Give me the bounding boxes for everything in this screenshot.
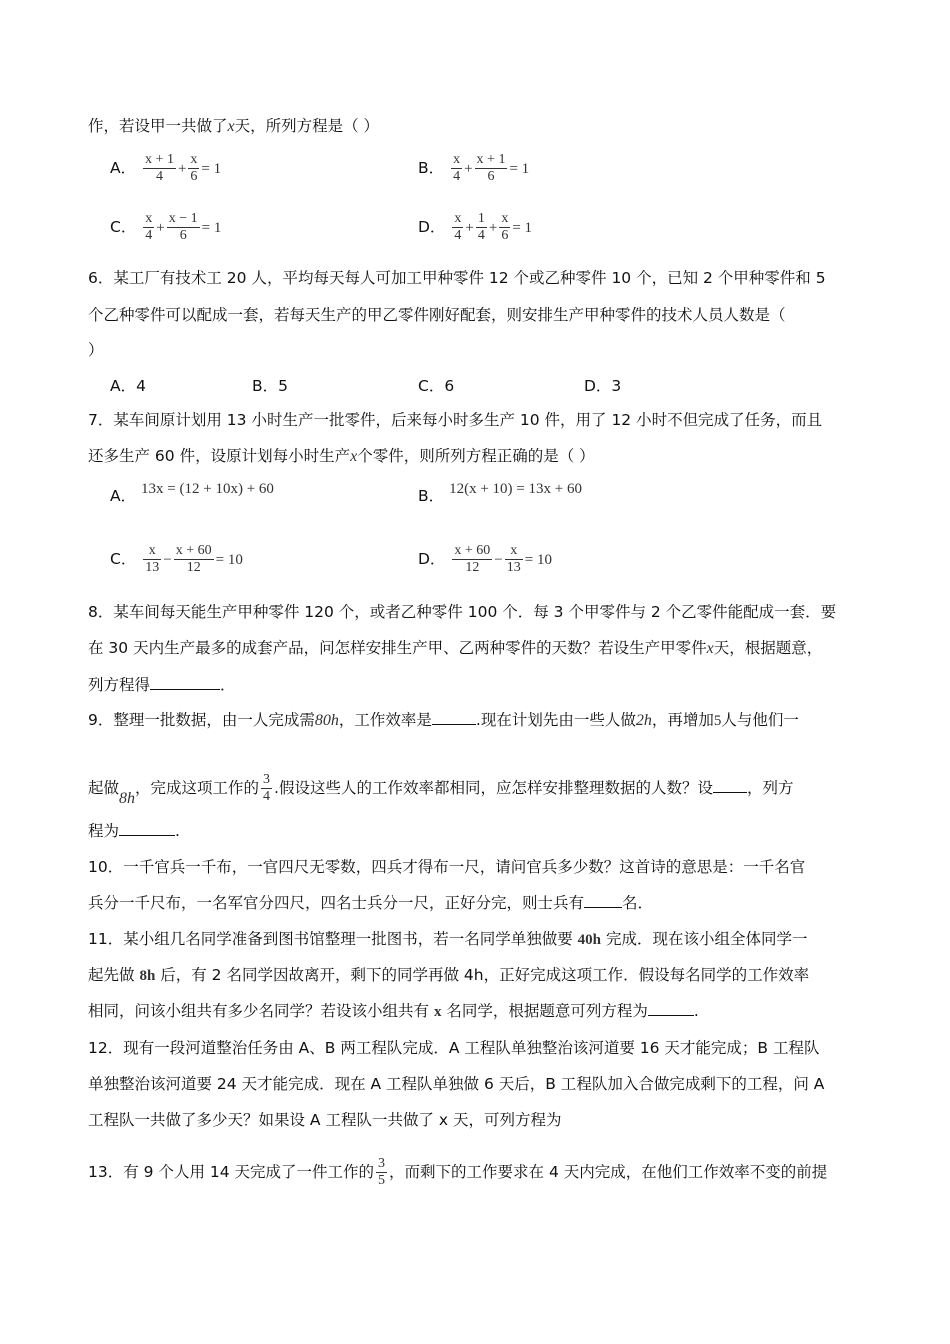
q8-text: ． [220, 676, 236, 694]
q7-option-b[interactable] [418, 481, 582, 507]
math-value: 80h [314, 712, 339, 729]
q5-option-c[interactable] [110, 211, 221, 244]
equation-rhs: = 1 [509, 160, 530, 177]
answer-blank[interactable] [648, 1001, 694, 1016]
q9-text: ，完成这项工作的 [135, 779, 260, 797]
operator: + [156, 219, 165, 236]
q7-option-a[interactable] [110, 481, 274, 507]
q7-text: 还多生产 60 件，设原计划每小时生产 [88, 447, 351, 465]
fraction: $\frac{x}{4}$ [454, 211, 462, 243]
q5-option-a[interactable] [110, 152, 221, 185]
q11-text: 完成．现在该小组全体同学一 [605, 930, 808, 948]
option-label: D． [418, 550, 446, 568]
equation-rhs: = 1 [512, 219, 533, 236]
operator: − [163, 551, 172, 568]
q9-line-1 [88, 710, 799, 731]
operator: + [465, 219, 474, 236]
fraction: $\frac{x - 1}{6}$ [168, 211, 198, 243]
q10-line-2 [88, 893, 653, 913]
q11-text: 后，有 2 名同学因故离开，剩下的同学再做 4h，正好完成这项工作．假设每名同学的工作效率 [160, 966, 810, 984]
fraction: $\frac{1}{4}$ [477, 211, 485, 243]
fraction: $\frac{x}{6}$ [190, 152, 198, 184]
q9-text: ，列方 [746, 779, 794, 797]
q7-line-2 [88, 446, 595, 467]
q5-stem [88, 116, 379, 137]
q9-text: .假设这些人的工作效率都相同，应怎样安排整理数据的人数？设 [274, 779, 713, 797]
equation-rhs: = 10 [215, 551, 243, 568]
option-label: D． [418, 218, 446, 236]
q11-text: 相同，问该小组共有多少名同学？若设该小组共有 [88, 1002, 430, 1020]
q9-text: 人与他们一 [721, 711, 799, 729]
q8-text: 天，根据题意， [713, 639, 823, 657]
math-value: 2h [635, 712, 652, 729]
math-value: 5 [713, 713, 722, 729]
q9-line-2 [88, 772, 793, 805]
q6-line-1: 6．某工厂有技术工 20 人，平均每天每人可加工甲种零件 12 个或乙种零件 10 个，已知 2 个甲种零件和 5 [88, 269, 826, 287]
q8-text: 在 30 天内生产最多的成套产品，问怎样安排生产甲、乙两种零件的天数？若设生产甲零件 [88, 639, 707, 657]
equation-rhs: = 1 [201, 219, 222, 236]
q6-option-c[interactable]: C．6 [418, 377, 455, 395]
q7-option-c[interactable] [110, 543, 243, 576]
q11-line-2 [88, 965, 809, 986]
math-value: 40h [577, 932, 602, 948]
fraction: $\frac{x}{4}$ [145, 211, 153, 243]
q5-text: 天，所列方程是（ ） [234, 117, 380, 135]
fraction: $\frac{3}{5}$ [378, 1156, 386, 1188]
q9-text: 起做 [88, 779, 120, 797]
q11-text: . [693, 1002, 699, 1020]
q11-text: 名同学，根据题意可列方程为 [446, 1002, 648, 1020]
q10-text: 兵分一千尺布，一名军官分四尺，四名士兵分一尺，正好分完，则士兵有 [88, 894, 585, 912]
q9-text: . [175, 822, 180, 840]
q6-option-a[interactable]: A．4 [110, 377, 146, 395]
fraction: $\frac{x + 60}{12}$ [454, 543, 491, 575]
math-var: x [350, 448, 358, 465]
fraction: $\frac{x}{4}$ [453, 152, 461, 184]
math-var: x [227, 118, 235, 135]
q5-option-b[interactable] [418, 152, 529, 185]
q9-text: 程为 [88, 822, 120, 840]
q11-line-3 [88, 1001, 699, 1022]
q13-text: 13．有 9 个人用 14 天完成了一件工作的 [88, 1163, 375, 1181]
answer-blank[interactable] [119, 821, 175, 836]
q8-line-2 [88, 638, 822, 659]
q10-text: 名． [622, 894, 654, 912]
option-label: C． [110, 218, 137, 236]
math-var: x [433, 1004, 442, 1020]
q7-text: 个零件，则所列方程正确的是（ ） [357, 447, 595, 465]
q12-line-1: 12．现有一段河道整治任务由 A、B 两工程队完成．A 工程队单独整治该河道要 16 天才能完成；B 工程队 [88, 1039, 820, 1057]
q10-line-1: 10．一千官兵一千布，一官四尺无零数，四兵才得布一尺，请问官兵多少数？这首诗的意思是：一千名官 [88, 858, 806, 876]
option-label: B． [418, 487, 445, 505]
q12-line-2: 单独整治该河道要 24 天才能完成．现在 A 工程队单独做 6 天后，B 工程队加入合做完成剩下的工程，问 A [88, 1075, 825, 1093]
math-value: 8h [119, 790, 136, 807]
q6-line-3: ） [88, 341, 104, 359]
q11-text: 11．某小组几名同学准备到图书馆整理一批图书，若一名同学单独做要 [88, 930, 573, 948]
fraction: $\frac{x + 60}{12}$ [175, 543, 212, 575]
q9-text: 9．整理一批数据，由一人完成需 [88, 711, 315, 729]
fraction: $\frac{x}{13}$ [506, 543, 521, 575]
answer-blank[interactable] [584, 893, 622, 908]
q6-option-d[interactable]: D．3 [584, 377, 622, 395]
fraction: $\frac{x + 1}{4}$ [145, 152, 174, 184]
q12-line-3: 工程队一共做了多少天？如果设 A 工程队一共做了 x 天，可列方程为 [88, 1111, 562, 1129]
operator: + [177, 160, 187, 177]
q11-text: 起先做 [88, 966, 135, 984]
q9-line-3 [88, 821, 180, 841]
q8-line-3 [88, 675, 236, 695]
q11-line-1 [88, 929, 807, 950]
equation-rhs: = 10 [524, 551, 552, 568]
equation: 12(x + 10) = 13x + 60 [449, 481, 582, 497]
q9-text: .现在计划先由一些人做 [475, 711, 636, 729]
option-label: B． [418, 159, 445, 177]
answer-blank[interactable] [432, 710, 476, 725]
q6-option-b[interactable]: B．5 [252, 377, 288, 395]
fraction: $\frac{3}{4}$ [263, 772, 271, 804]
q5-option-d[interactable] [418, 211, 532, 244]
q8-line-1: 8．某车间每天能生产甲种零件 120 个，或者乙种零件 100 个．每 3 个甲零件与 2 个乙零件能配成一套．要 [88, 603, 837, 621]
q6-line-2: 个乙种零件可以配成一套，若每天生产的甲乙零件刚好配套，则安排生产甲种零件的技术人员人数是（ [88, 306, 786, 324]
option-label: A． [110, 487, 137, 505]
q8-text: 列方程得 [88, 676, 151, 694]
math-var: x [706, 640, 714, 657]
fraction: $\frac{x}{13}$ [145, 543, 160, 575]
q9-text: ，工作效率是 [338, 711, 432, 729]
equation: 13x = (12 + 10x) + 60 [141, 481, 274, 497]
q5-text: 作，若设甲一共做了 [88, 117, 228, 135]
option-label: C． [110, 550, 137, 568]
equation-rhs: = 1 [201, 160, 222, 177]
answer-blank[interactable] [150, 675, 220, 690]
operator: − [494, 551, 503, 568]
operator: + [464, 160, 473, 177]
math-value: 8h [139, 968, 156, 984]
q7-line-1: 7．某车间原计划用 13 小时生产一批零件，后来每小时多生产 10 件，用了 12 小时不但完成了任务，而且 [88, 411, 823, 429]
fraction: $\frac{x}{6}$ [501, 211, 509, 243]
answer-blank[interactable] [713, 778, 747, 793]
operator: + [488, 219, 498, 236]
option-label: A． [110, 159, 137, 177]
q13-text: ，而剩下的工作要求在 4 天内完成，在他们工作效率不变的前提 [389, 1163, 828, 1181]
q9-text: ，再增加 [651, 711, 714, 729]
q13-line-1 [88, 1156, 827, 1189]
q7-option-d[interactable] [418, 543, 552, 576]
fraction: $\frac{x + 1}{6}$ [476, 152, 506, 184]
